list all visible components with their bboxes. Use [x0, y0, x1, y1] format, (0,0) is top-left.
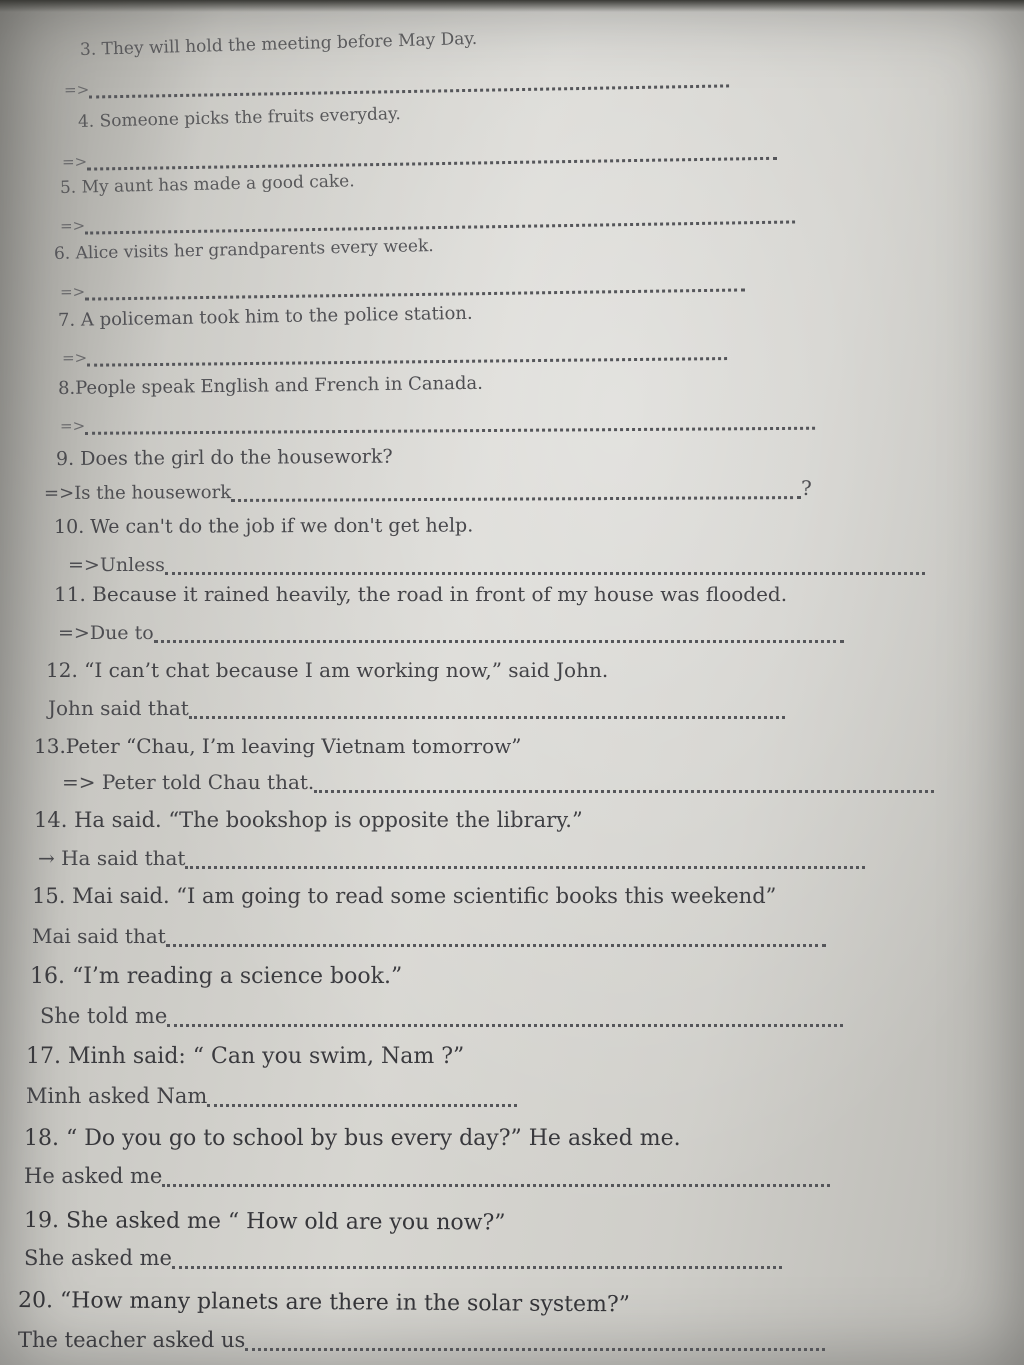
answer-line[interactable]	[62, 770, 934, 794]
answer-prefix: She told me	[40, 1004, 168, 1028]
exercise-question: 5. My aunt has made a good cake.	[59, 171, 355, 198]
top-shadow	[0, 0, 1024, 12]
exercise-item-19	[0, 1206, 1024, 1282]
answer-blank[interactable]	[189, 696, 785, 719]
answer-line[interactable]	[32, 924, 826, 948]
answer-blank[interactable]	[245, 1328, 825, 1351]
answer-prefix: =>	[59, 282, 86, 301]
answer-prefix: =>Is the housework	[43, 482, 232, 504]
exercise-item-16	[0, 962, 1024, 1038]
exercise-question: 10. We can't do the job if we don't get help.	[53, 514, 474, 538]
answer-prefix: =>	[61, 152, 88, 171]
exercise-item-4	[0, 106, 1024, 182]
exercise-question: 20. “How many planets are there in the solar system?”	[17, 1288, 631, 1318]
exercise-item-11	[0, 580, 1024, 656]
answer-line[interactable]	[60, 200, 795, 235]
answer-line[interactable]	[60, 407, 815, 435]
answer-blank[interactable]	[167, 1004, 843, 1027]
exercise-item-17	[0, 1042, 1024, 1118]
answer-line[interactable]	[18, 1328, 825, 1352]
exercise-question: 8.People speak English and French in Canada.	[57, 372, 483, 399]
exercise-question: 12. “I can’t chat because I am working now,” said John.	[46, 658, 609, 682]
answer-blank[interactable]	[162, 1164, 830, 1187]
answer-blank[interactable]	[314, 770, 934, 793]
exercise-item-8	[0, 372, 1024, 448]
answer-line[interactable]	[24, 1164, 830, 1188]
answer-prefix: Minh asked Nam	[26, 1084, 208, 1108]
exercise-item-15	[0, 882, 1024, 958]
answer-prefix: The teacher asked us	[18, 1328, 246, 1352]
answer-blank[interactable]	[172, 1246, 782, 1269]
exercise-item-14	[0, 806, 1024, 882]
answer-line[interactable]	[26, 1084, 517, 1108]
exercise-question: 3. They will hold the meeting before May Day.	[79, 28, 478, 60]
exercise-question: 15. Mai said. “I am going to read some scientific books this weekend”	[32, 884, 777, 908]
answer-prefix: She asked me	[24, 1246, 172, 1270]
answer-prefix: → Ha said that	[38, 846, 186, 870]
exercise-item-9	[0, 446, 1024, 522]
exercise-item-7	[0, 304, 1024, 380]
exercise-item-13	[0, 732, 1024, 808]
answer-blank[interactable]	[85, 407, 815, 435]
exercise-item-5	[0, 172, 1024, 248]
answer-prefix: =>	[59, 216, 86, 235]
exercise-item-18	[0, 1124, 1024, 1200]
answer-prefix: =>	[59, 416, 86, 435]
answer-blank[interactable]	[231, 476, 801, 502]
answer-prefix: =>Due to	[58, 622, 154, 644]
answer-blank[interactable]	[87, 337, 727, 367]
answer-blank[interactable]	[185, 846, 865, 869]
answer-blank[interactable]	[87, 137, 777, 171]
exercise-question: 16. “I’m reading a science book.”	[30, 964, 403, 989]
answer-line[interactable]	[68, 552, 925, 576]
answer-prefix: =>	[63, 80, 90, 99]
answer-prefix: => Peter told Chau that.	[62, 770, 315, 794]
answer-prefix: Mai said that	[32, 924, 166, 948]
exercise-question: 18. “ Do you go to school by bus every day?” He asked me.	[24, 1126, 681, 1151]
answer-blank[interactable]	[165, 552, 925, 575]
answer-prefix: He asked me	[24, 1164, 163, 1188]
answer-line[interactable]	[64, 64, 729, 99]
answer-prefix: John said that	[48, 696, 189, 720]
answer-line[interactable]	[44, 476, 812, 504]
answer-line[interactable]	[38, 846, 865, 870]
answer-line[interactable]	[62, 337, 727, 367]
answer-blank[interactable]	[166, 924, 826, 947]
exercise-item-6	[0, 238, 1024, 314]
answer-blank[interactable]	[207, 1084, 517, 1107]
exercise-question: 4. Someone picks the fruits everyday.	[77, 104, 401, 132]
answer-line[interactable]	[58, 620, 844, 644]
answer-line[interactable]	[62, 137, 777, 171]
exercise-item-20	[0, 1286, 1024, 1362]
answer-line[interactable]	[60, 268, 745, 301]
exercise-question: 14. Ha said. “The bookshop is opposite the library.”	[34, 808, 583, 832]
answer-blank[interactable]	[85, 200, 795, 234]
exercise-item-3	[0, 28, 1024, 112]
exercise-question: 19. She asked me “ How old are you now?”	[23, 1208, 506, 1236]
exercise-item-12	[0, 656, 1024, 732]
answer-question-mark: ?	[801, 475, 812, 501]
exercise-question: 7. A policeman took him to the police station.	[57, 302, 473, 331]
answer-prefix: =>	[61, 348, 88, 367]
answer-prefix: =>Unless	[68, 554, 165, 576]
exercise-question: 11. Because it rained heavily, the road in front of my house was flooded.	[54, 582, 788, 606]
exercise-item-10	[0, 514, 1024, 590]
answer-line[interactable]	[48, 696, 785, 720]
answer-blank[interactable]	[85, 268, 745, 300]
exercise-question: 13.Peter “Chau, I’m leaving Vietnam tomorrow”	[34, 734, 522, 758]
exercise-question: 17. Minh said: “ Can you swim, Nam ?”	[26, 1044, 465, 1069]
answer-line[interactable]	[40, 1004, 843, 1028]
answer-blank[interactable]	[154, 620, 844, 643]
answer-line[interactable]	[24, 1246, 782, 1270]
answer-blank[interactable]	[89, 64, 729, 98]
exercise-question: 9. Does the girl do the housework?	[55, 445, 393, 470]
exercise-question: 6. Alice visits her grandparents every week.	[53, 236, 434, 264]
